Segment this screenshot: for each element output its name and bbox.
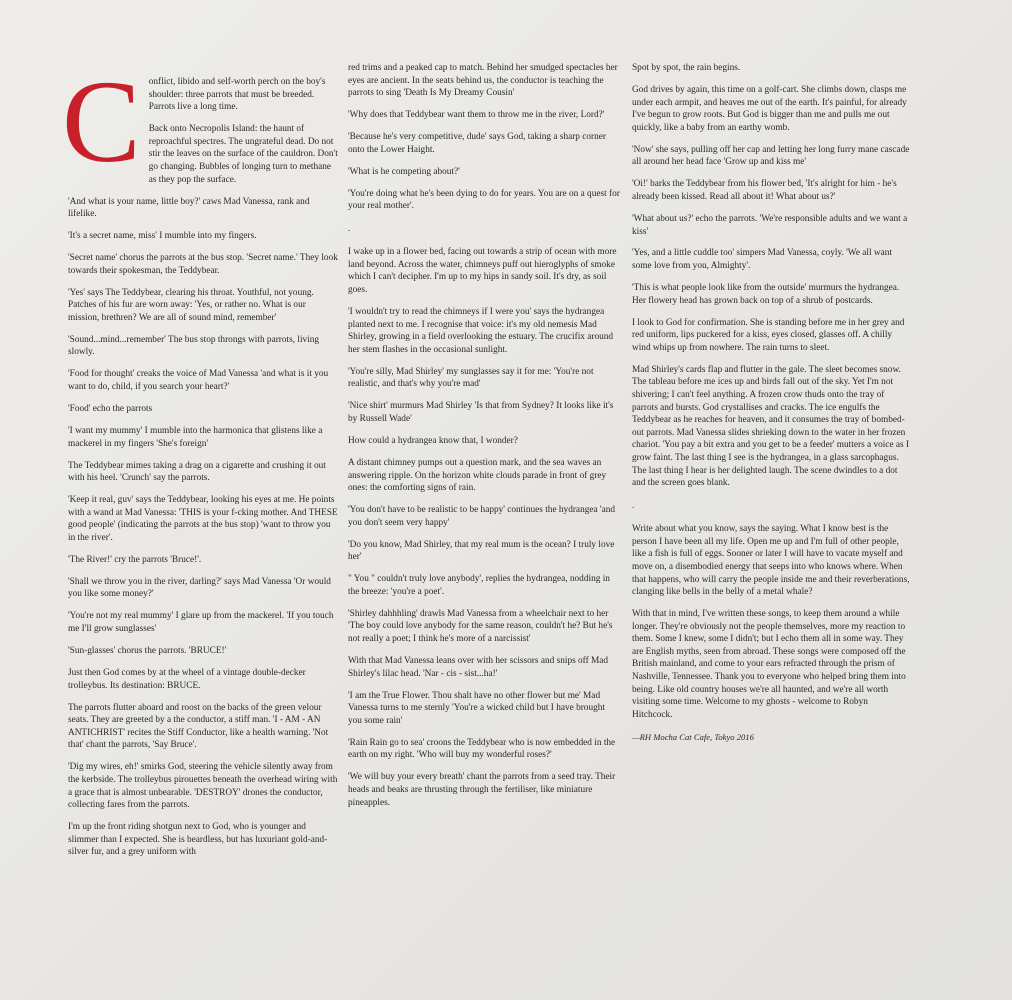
- paragraph: 'You're not my real mummy' I glare up from the mackerel. 'If you touch me I'll grow sunglasses': [68, 611, 334, 635]
- paragraph: Mad Shirley's cards flap and flutter in the gale. The sleet becomes snow. The tableau before me ices up and birds fall out of the sky. Yet I'm not shivering; I can't feel anything. A frozen crow thuds onto the tray of parrots and bursts. God crystallises and cracks. The ice engulfs the Teddybear as he reaches for heaven, and it consumes the tray of bombed-out parrots. Mad Vanessa slides shrieking down to the water in her frozen chariot. 'You pay a bit extra and you get to be a feeder' mutters a voice as I grow faint. The last thing I see is the hydrangea, in a glass sarcophagus. The last thing I hear is her delighted laugh. The scene dwindles to a dot and the screen goes blank.: [632, 364, 910, 489]
- paragraph: 'The River!' cry the parrots 'Bruce!'.: [68, 554, 202, 565]
- paragraph: I wake up in a flower bed, facing out towards a strip of ocean with more land beyond. Across the water, chimneys puff out hieroglyphs of smoke which I can't decipher. I'm up to my hips in sandy soil. It's dry, as soil goes.: [348, 247, 617, 296]
- paragraph: The Teddybear mimes taking a drag on a cigarette and crushing it out with his heel. 'Crunch' say the parrots.: [68, 460, 326, 484]
- paragraph: 'You don't have to be realistic to be happy' continues the hydrangea 'and you don't seem very happy': [348, 505, 616, 528]
- paragraph: 'What is he competing about?': [348, 166, 460, 177]
- paragraph: 'And what is your name, little boy?' caws Mad Vanessa, rank and lifelike.: [68, 196, 310, 220]
- paragraph: 'Shirley dahhhling' drawls Mad Vanessa from a wheelchair next to her 'The boy could love anybody for the same reason, couldn't he? But he's not really a poet; I think he's more of a narcissist': [348, 608, 613, 645]
- section-separator: .: [348, 223, 351, 234]
- paragraph: 'Dig my wires, eh!' smirks God, steering the vehicle silently away from the kerbside. The trolleybus pirouettes beneath the overhead wiring with a grace that is almost unbearable. 'DESTROY' drones the conductor, collecting fares from the parrots.: [68, 762, 338, 811]
- paragraph: 'Why does that Teddybear want them to throw me in the river, Lord?': [348, 110, 605, 121]
- paragraph: How could a hydrangea know that, I wonder?: [348, 435, 518, 446]
- paragraph: 'Keep it real, guv' says the Teddybear, looking his eyes at me. He points with a wand at Mad Vanessa: 'THIS is your f-cking mother. And THESE good people' (indicating the parrots at the bus stop) 'want to throw you in the river'.: [68, 495, 338, 543]
- paragraph: red trims and a peaked cap to match. Behind her smudged spectacles her eyes are ancient. In the seats behind us, the conductor is teaching the parrots to sing 'Death Is My Dreamy Cousin': [348, 63, 618, 99]
- paragraph: 'You're silly, Mad Shirley' my sunglasses say it for me: 'You're not realistic, and that's why you're mad': [348, 366, 594, 390]
- paragraph: 'We will buy your every breath' chant the parrots from a seed tray. Their heads and beaks are thrusting through the fertiliser, like miniature pineapples.: [348, 772, 616, 808]
- drop-cap: C: [62, 56, 141, 187]
- paragraph: With that Mad Vanessa leans over with her scissors and snips off Mad Shirley's lilac head. 'Nar - cis - sist...ha!': [348, 656, 609, 679]
- paragraph: 'It's a secret name, miss' I mumble into my fingers.: [68, 231, 257, 242]
- paragraph: 'Because he's very competitive, dude' says God, taking a sharp corner onto the Lower Haight.: [348, 132, 607, 155]
- paragraph: " You " couldn't truly love anybody', replies the hydrangea, nodding in the breeze: 'you're a poet'.: [348, 574, 610, 597]
- paragraph: 'Do you know, Mad Shirley, that my real mum is the ocean? I truly love her': [348, 539, 615, 563]
- paragraph: 'Food for thought' creaks the voice of Mad Vanessa 'and what is it you want to do, child, if you search your heart?': [68, 369, 329, 393]
- paragraph: 'Sun-glasses' chorus the parrots. 'BRUCE!': [68, 646, 227, 657]
- paragraph: 'Shall we throw you in the river, darling?' says Mad Vanessa 'Or would you like some money?': [68, 576, 331, 600]
- paragraph: The parrots flutter aboard and roost on the backs of the green velour seats. They are greeted by a the conductor, a stiff man. 'I - AM - AN ANTICHRIST' recites the Stiff Conductor, like a health warning. 'Not that' chant the parrots, 'Say Bruce'.: [68, 702, 329, 751]
- paragraph: Spot by spot, the rain begins.: [632, 63, 741, 73]
- paragraph: 'Yes' says The Teddybear, clearing his throat. Youthful, not young. Patches of his fur are worn away: 'Yes, or rather no. What is our mission, brethren? We are all of sound mind, remember': [68, 287, 314, 323]
- paragraph: 'I wouldn't try to read the chimneys if I were you' says the hydrangea planted next to me. I recognise that voice: it's my old nemesis Mad Shirley, growing in a field overlooking the estuary. The crucifix around her stem flashes in the occasional sunlight.: [348, 307, 614, 355]
- paragraph: 'Sound...mind...remember' The bus stop throngs with parrots, living slowly.: [68, 334, 320, 358]
- paragraph: 'Rain Rain go to sea' croons the Teddybear who is now embedded in the earth on my right. 'Who will buy my wonderful roses?': [348, 737, 616, 761]
- paragraph: Write about what you know, says the saying. What I know best is the person I have been all my life. Open me up and I'm full of other people, like a fish is full of eggs. Sooner or later I will have to vacate myself and move on, a disembodied energy that seeps into who knows where. When that happens, who will carry the people inside me and their reverberations, clanging like bells in the belly of a metal whale?: [632, 524, 910, 598]
- paragraph: 'This is what people look like from the outside' murmurs the hydrangea. Her flowery head has grown back on top of a shrub of postcards.: [632, 283, 900, 306]
- column-1: [62, 56, 338, 868]
- paragraph: With that in mind, I've written these songs, to keep them around a while longer. They're obviously not the people themselves, more my reaction to them. Some I knew, some I didn't; but I echo them all in some way. They are English myths, seen from abroad. These songs were composed off the British mainland, and come to your ears refracted through the prism of Nashville, Tennessee. Thank you to everyone who helped bring them into being. Like old country houses we're all haunted, and we're all worth visiting some time. Welcome to my ghosts - welcome to Robyn Hitchcock.: [632, 609, 906, 720]
- paragraph: 'Nice shirt' murmurs Mad Shirley 'Is that from Sydney? It looks like it's by Russell Wade': [348, 401, 614, 424]
- paragraph: God drives by again, this time on a golf-cart. She climbs down, clasps me under each armpit, and heaves me out of the earth. It's painful, for already I've begun to grow roots. But God is bigger than me and pulls me out quickly, like a baby from an earthy womb.: [632, 84, 907, 133]
- paragraph: 'Now' she says, pulling off her cap and letting her long furry mane cascade all around her head face 'Grow up and kiss me': [632, 144, 910, 168]
- paragraph: Back onto Necropolis Island: the haunt of reproachful spectres. The ungrateful dead. Do not stir the leaves on the surface of the cauldron. Don't go changing. Bubbles of longing turn to methane as they pop the surface.: [148, 124, 338, 185]
- paragraph: 'Oi!' barks the Teddybear from his flower bed, 'It's alright for him - he's already been kissed. Read all about it! What about us?': [632, 179, 897, 202]
- paragraph: 'Food' echo the parrots: [68, 404, 153, 414]
- paragraph: I look to God for confirmation. She is standing before me in her grey and red uniform, lips puckered for a kiss, eyes closed, glasses off. A chilly wind whips up from nowhere. The rain turns to sleet.: [632, 317, 905, 353]
- paragraph: 'I am the True Flower. Thou shalt have no other flower but me' Mad Vanessa turns to me sternly 'You're a wicked child but I have brought you some rain': [348, 690, 605, 726]
- section-separator: .: [632, 500, 635, 511]
- paragraph: 'I want my mummy' I mumble into the harmonica that glistens like a mackerel in my fingers 'She's foreign': [68, 425, 323, 449]
- paragraph: I'm up the front riding shotgun next to God, who is younger and slimmer than I expected. She is beardless, but has luxuriant gold-and-silver fur, and a grey uniform with: [68, 822, 328, 858]
- paragraph: 'You're doing what he's been dying to do for years. You are on a quest for your real mother'.: [348, 188, 620, 212]
- opening-text: onflict, libido and self-worth perch on the boy's shoulder: three parrots that must be breeded. Parrots live a long time.: [148, 77, 326, 113]
- paragraph: 'Secret name' chorus the parrots at the bus stop. 'Secret name.' They look towards their spokesman, the Teddybear.: [68, 253, 338, 276]
- paragraph: 'Yes, and a little cuddle too' simpers Mad Vanessa, coyly. 'We all want some love from you, Almighty'.: [632, 248, 892, 272]
- paragraph: Just then God comes by at the wheel of a vintage double-decker trolleybus. Its destination: BRUCE.: [68, 668, 306, 691]
- signature: —RH Mocha Cat Cafe, Tokyo 2016: [632, 731, 754, 742]
- column-3: [632, 62, 910, 753]
- column-2: [348, 62, 620, 819]
- paragraph: 'What about us?' echo the parrots. 'We're responsible adults and we want a kiss': [632, 213, 908, 237]
- paragraph: A distant chimney pumps out a question mark, and the sea waves an answering ripple. On the horizon white clouds parade in front of grey ones: the comforting signs of rain.: [348, 457, 607, 494]
